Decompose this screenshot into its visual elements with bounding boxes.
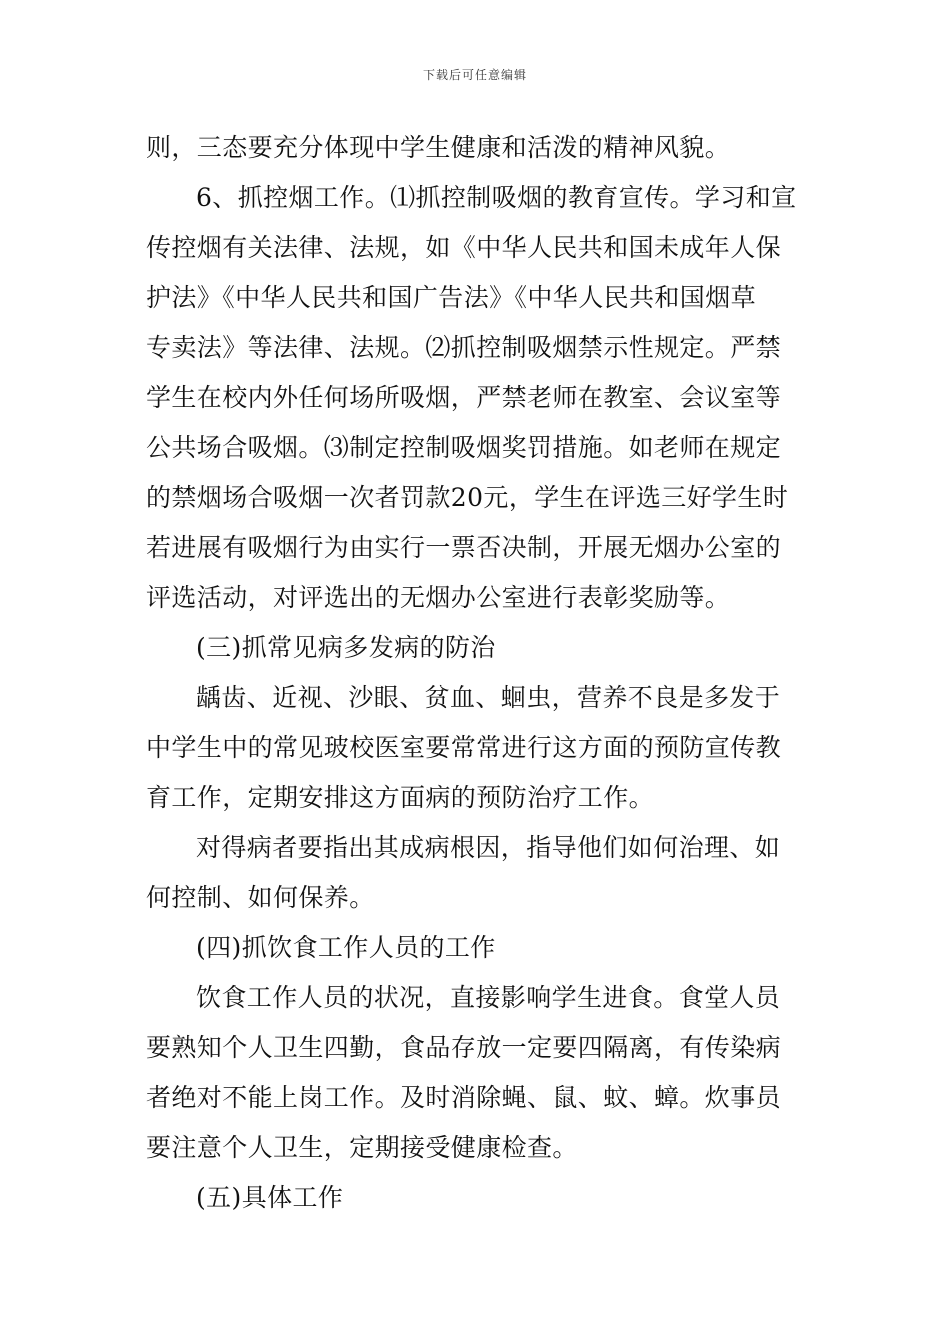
section-heading: (四)抓饮食工作人员的工作 [196,933,496,962]
paragraph-line: 则，三态要充分体现中学生健康和活泼的精神风貌。 [146,133,731,162]
paragraph-line: 饮食工作人员的状况，直接影响学生进食。食堂人员 [196,983,781,1012]
paragraph-line: 专卖法》等法律、法规。⑵抓控制吸烟禁示性规定。严禁 [146,333,782,362]
paragraph-line: 的禁烟场合吸烟一次者罚款20元，学生在评选三好学生时 [146,483,789,512]
paragraph-line: 要熟知个人卫生四勤，食品存放一定要四隔离，有传染病 [146,1033,782,1062]
paragraph-line: 评选活动，对评选出的无烟办公室进行表彰奖励等。 [146,583,731,612]
paragraph-line: 对得病者要指出其成病根因，指导他们如何治理、如 [196,833,781,862]
paragraph-line: 育工作，定期安排这方面病的预防治疗工作。 [146,783,655,812]
paragraph-line: 传控烟有关法律、法规，如《中华人民共和国未成年人保 [146,233,782,262]
paragraph-line: 中学生中的常见玻校医室要常常进行这方面的预防宣传教 [146,733,782,762]
paragraph-line: 者绝对不能上岗工作。及时消除蝇、鼠、蚊、蟑。炊事员 [146,1083,782,1112]
paragraph-line: 学生在校内外任何场所吸烟，严禁老师在教室、会议室等 [146,383,782,412]
paragraph-line: 要注意个人卫生，定期接受健康检查。 [146,1133,578,1162]
paragraph-line: 6、抓控烟工作。⑴抓控制吸烟的教育宣传。学习和宣 [196,183,797,212]
paragraph-line: 若进展有吸烟行为由实行一票否决制，开展无烟办公室的 [146,533,782,562]
page-header: 下载后可任意编辑 [422,68,527,82]
paragraph-line: 护法》《中华人民共和国广告法》《中华人民共和国烟草 [146,283,757,312]
paragraph-line: 公共场合吸烟。⑶制定控制吸烟奖罚措施。如老师在规定 [146,433,782,462]
paragraph-line: 何控制、如何保养。 [146,883,375,912]
section-heading: (五)具体工作 [196,1183,344,1212]
paragraph-line: 龋齿、近视、沙眼、贫血、蛔虫，营养不良是多发于 [196,683,781,712]
section-heading: (三)抓常见病多发病的防治 [196,633,496,662]
